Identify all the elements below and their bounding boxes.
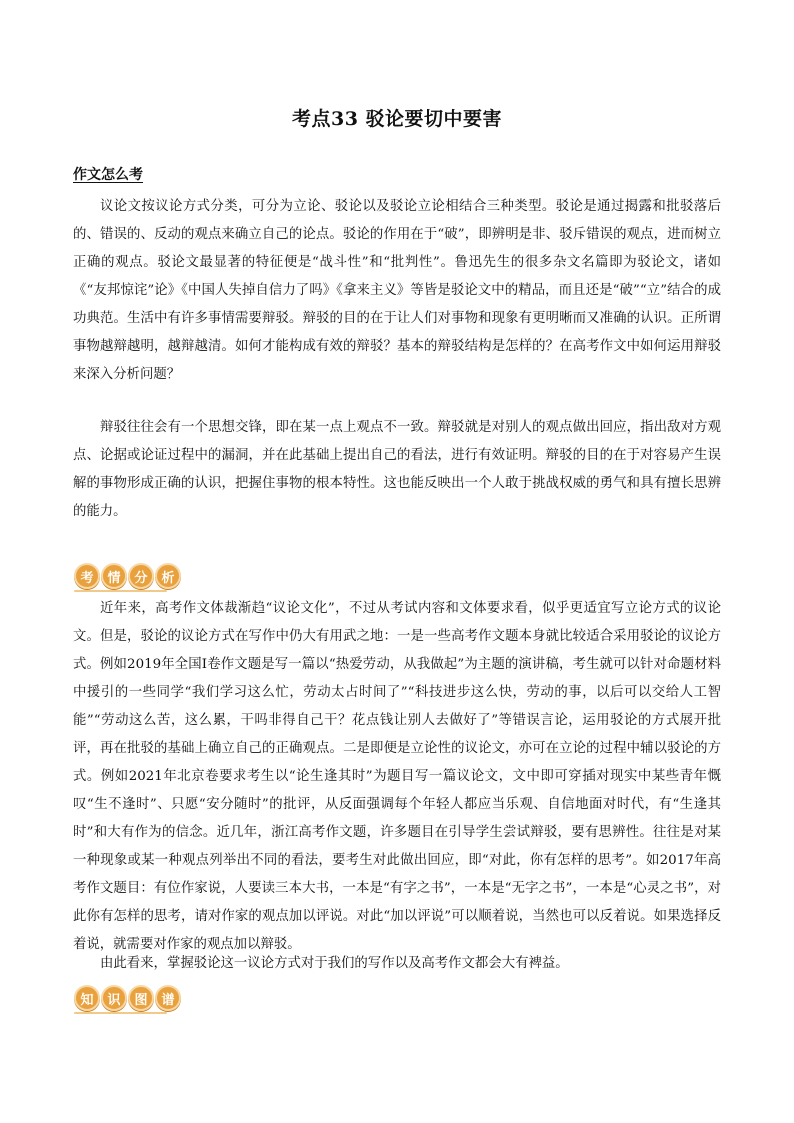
page-title: 考点33 驳论要切中要害 [291, 108, 503, 130]
badge-underline [74, 1012, 167, 1014]
paragraph: 辩驳往往会有一个思想交锋，即在某一点上观点不一致。辩驳就是对别人的观点做出回应，指出敌对方观点、论据或论证过程中的漏洞，并在此基础上提出自己的看法，进行有效证明。辩驳的目的在于对容易产生误解的事物形成正确的认识，把握住事物的根本特性。这也能反映出一个人敢于挑战权威的勇气和具有擅长思辨的能力。 [73, 420, 721, 519]
badge-char: 分 [128, 563, 154, 589]
badge-char: 情 [101, 563, 127, 589]
badge-char: 析 [155, 563, 181, 589]
badge-char: 识 [101, 985, 127, 1011]
badge-char: 图 [128, 985, 154, 1011]
badge-underline [74, 590, 167, 592]
section-badge-zhishi-tupu [74, 985, 181, 1011]
badge-char: 考 [74, 563, 100, 589]
paragraph: 议论文按议论方式分类，可分为立论、驳论以及驳论立论相结合三种类型。驳论是通过揭露和批驳落后的、错误的、反动的观点来确立自己的论点。驳论的作用在于“破”，即辨明是非、驳斥错误的观点，进而树立正确的观点。驳论文最显著的特征便是“战斗性”和“批判性”。鲁迅先生的很多杂文名篇即为驳论文，诸如《“友邦惊诧”论》《中国人失掉自信力了吗》《拿来主义》等皆是驳论文中的精品，而且还是“破”“立”结合的成功典范。生活中有许多事情需要辩驳。辩驳的目的在于让人们对事物和现象有更明晰而又准确的认识。正所谓事物越辩越明，越辩越清。如何才能构成有效的辩驳？基本的辩驳结构是怎样的？在高考作文中如何运用辩驳来深入分析问题？ [73, 199, 721, 382]
section-heading: 作文怎么考 [73, 167, 143, 183]
badge-char: 谱 [155, 985, 181, 1011]
paragraph: 近年来，高考作文体裁渐趋“议论文化”，不过从考试内容和文体要求看，似乎更适宜写立论方式的议论文。但是，驳论的议论方式在写作中仍大有用武之地：一是一些高考作文题本身就比较适合采用驳论的议论方式。例如2019年全国Ⅰ卷作文题是写一篇以“热爱劳动，从我做起”为主题的演讲稿，考生就可以针对命题材料中援引的一些同学“我们学习这么忙，劳动太占时间了”“科技进步这么快，劳动的事，以后可以交给人工智能”“劳动这么苦，这么累，干吗非得自己干？花点钱让别人去做好了”等错误言论，运用驳论的方式展开批评，再在批驳的基础上确立自己的正确观点。二是即便是立论性的议论文，亦可在立论的过程中辅以驳论的方式。例如2021年北京卷要求考生以“论生逢其时”为题目写一篇议论文，文中即可穿插对现实中某些青年慨叹“生不逢时”、只愿“安分随时”的批评，从反面强调每个年轻人都应当乐观、自信地面对时代，有“生逢其时”和大有作为的信念。近几年，浙江高考作文题，许多题目在引导学生尝试辩驳，要有思辨性。往往是对某一种现象或某一种观点列举出不同的看法，要考生对此做出回应，即“对此，你有怎样的思考”。如2017年高考作文题目：有位作家说，人要读三本大书，一本是“有字之书”，一本是“无字之书”，一本是“心灵之书”，对此你有怎样的思考，请对作家的观点加以评说。对此“加以评说”可以顺着说，当然也可以反着说。如果选择反着说，就需要对作家的观点加以辩驳。 [73, 601, 721, 952]
section-badge-kaoqing-fenxi [74, 563, 181, 589]
badge-char: 知 [74, 985, 100, 1011]
paragraph: 由此看来，掌握驳论这一议论方式对于我们的写作以及高考作文都会大有裨益。 [100, 956, 569, 971]
